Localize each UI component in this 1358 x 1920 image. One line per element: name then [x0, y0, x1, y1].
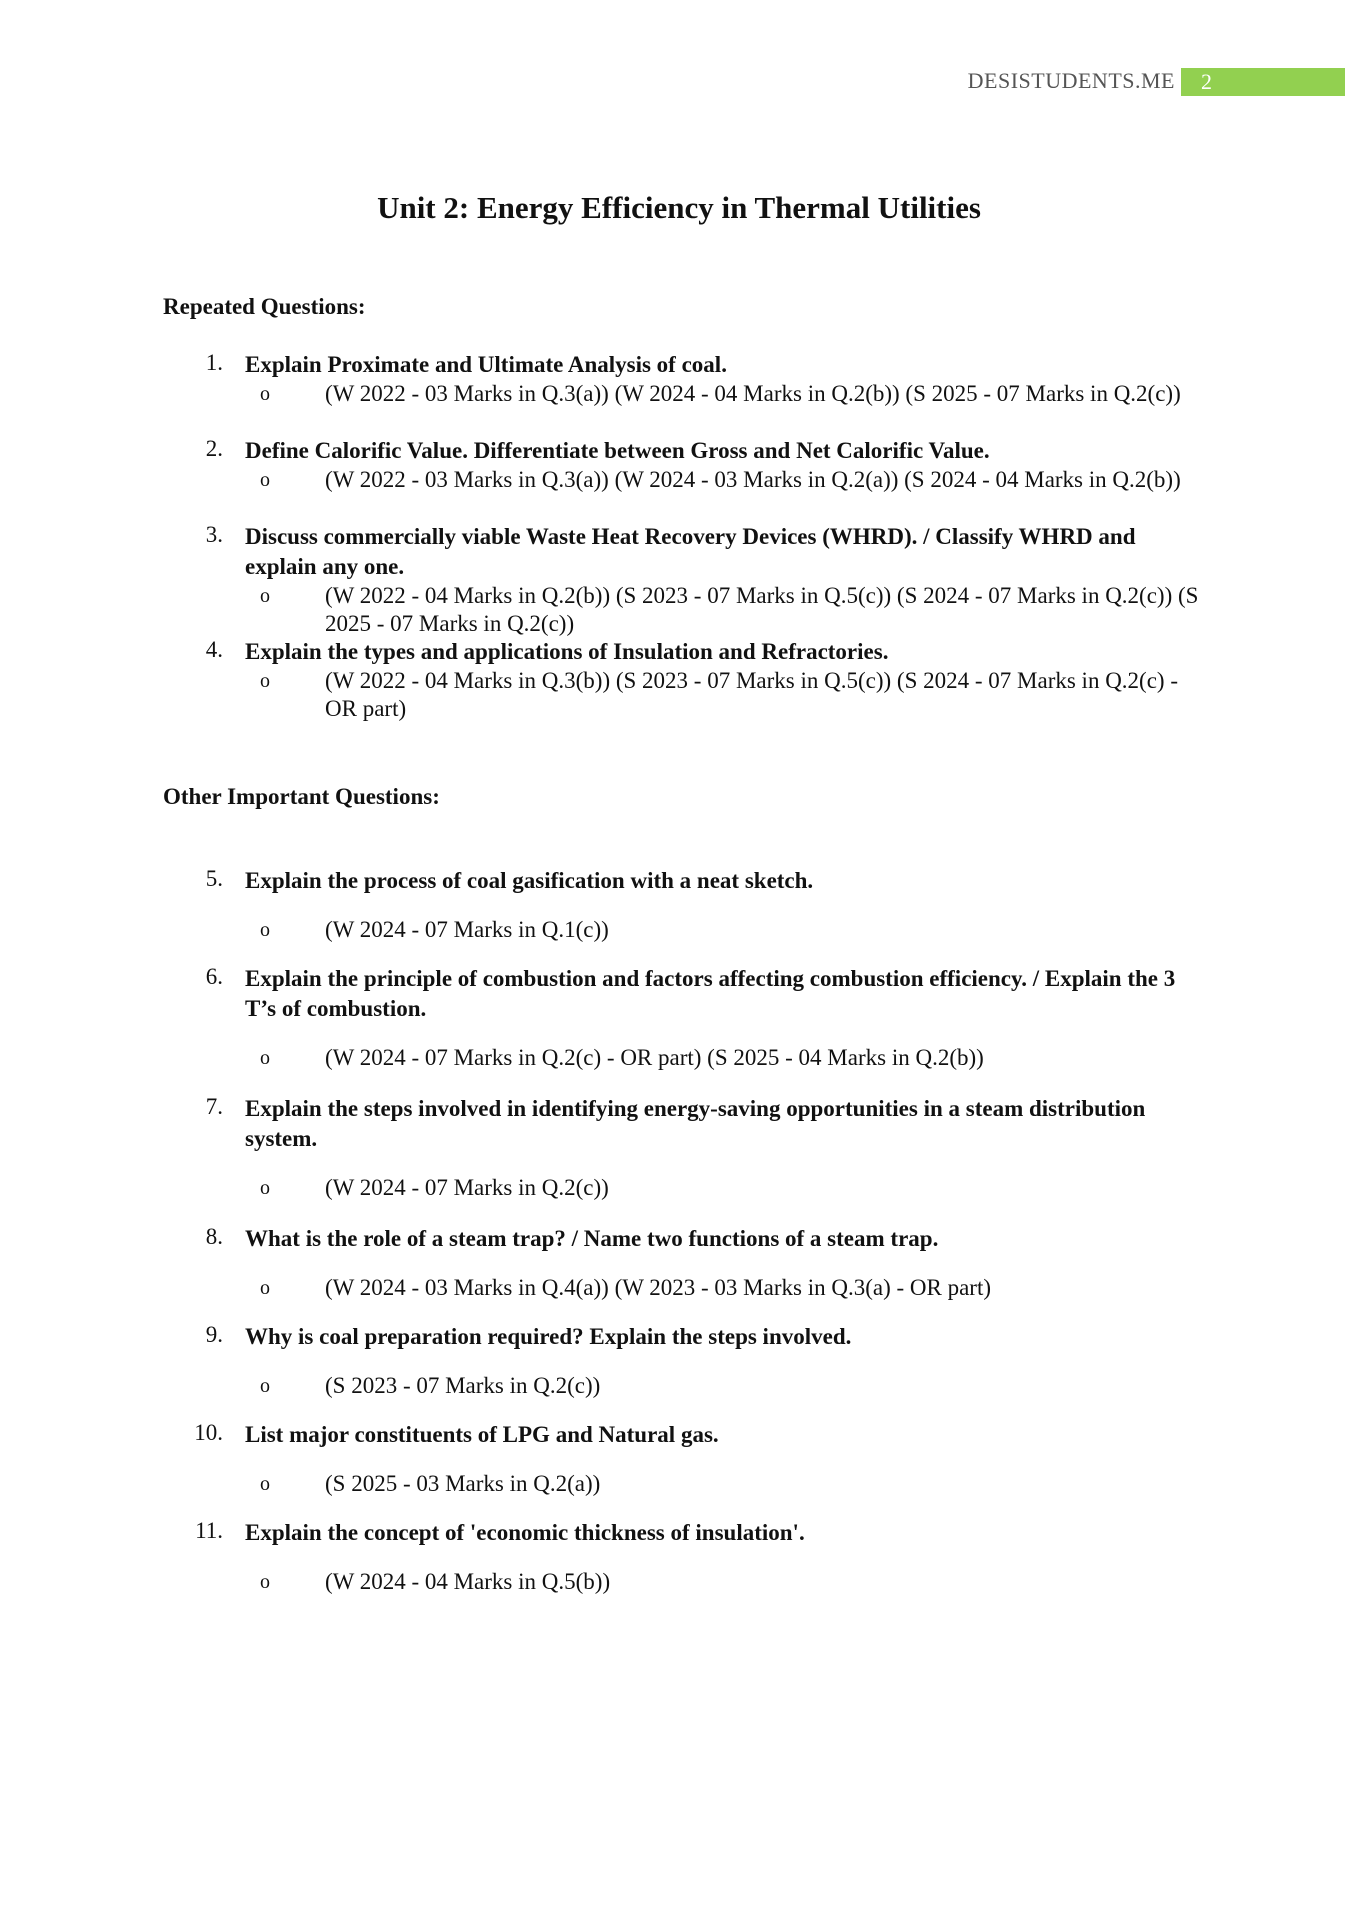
question-text: What is the role of a steam trap? / Name two functions of a steam trap.	[245, 1226, 939, 1251]
question-text: Define Calorific Value. Differentiate between Gross and Net Calorific Value.	[245, 438, 990, 463]
marks-text: (W 2022 - 03 Marks in Q.3(a)) (W 2024 - 03 Marks in Q.2(a)) (S 2024 - 04 Marks in Q.2(b))	[325, 467, 1181, 492]
question-text: Explain the principle of combustion and factors affecting combustion efficiency. / Explain the 3 T’s of combustion.	[245, 966, 1176, 1021]
question-number: 9.	[205, 1322, 223, 1347]
question-number: 10.	[194, 1420, 223, 1445]
bullet-icon: o	[260, 1277, 270, 1299]
question-text: Explain Proximate and Ultimate Analysis of coal.	[245, 352, 727, 377]
marks-text: (S 2023 - 07 Marks in Q.2(c))	[325, 1373, 601, 1398]
question-number: 2.	[205, 436, 223, 461]
bullet-icon: o	[260, 469, 270, 491]
bullet-icon: o	[260, 1571, 270, 1593]
question-number: 6.	[205, 964, 223, 989]
marks-text: (W 2024 - 07 Marks in Q.2(c) - OR part) (S 2025 - 04 Marks in Q.2(b))	[325, 1045, 984, 1070]
question-number: 1.	[205, 350, 223, 375]
bullet-icon: o	[260, 670, 270, 692]
list-item	[163, 1322, 1203, 1400]
bullet-icon: o	[260, 919, 270, 941]
marks-entry	[245, 1372, 1203, 1400]
marks-entry	[245, 1470, 1203, 1498]
list-item	[163, 866, 1203, 944]
question-number: 8.	[205, 1224, 223, 1249]
marks-entry	[245, 916, 1203, 944]
bullet-icon: o	[260, 1375, 270, 1397]
bullet-icon: o	[260, 1047, 270, 1069]
repeated-questions-heading: Repeated Questions:	[163, 294, 366, 319]
bullet-icon: o	[260, 1177, 270, 1199]
bullet-icon: o	[260, 1473, 270, 1495]
marks-text: (W 2022 - 04 Marks in Q.3(b)) (S 2023 - 07 Marks in Q.5(c)) (S 2024 - 07 Marks in Q.2(c) - OR part)	[325, 668, 1178, 721]
marks-text: (W 2024 - 07 Marks in Q.1(c))	[325, 917, 609, 942]
marks-text: (S 2025 - 03 Marks in Q.2(a))	[325, 1471, 601, 1496]
list-item	[163, 522, 1203, 638]
marks-text: (W 2022 - 04 Marks in Q.2(b)) (S 2023 - 07 Marks in Q.5(c)) (S 2024 - 07 Marks in Q.2(c)) (S 2025 - 07 Marks in Q.2(c))	[325, 583, 1199, 636]
list-item	[163, 1094, 1203, 1202]
question-text: Explain the steps involved in identifying energy-saving opportunities in a steam distribution system.	[245, 1096, 1146, 1151]
marks-entry	[245, 466, 1203, 494]
marks-text: (W 2022 - 03 Marks in Q.3(a)) (W 2024 - 04 Marks in Q.2(b)) (S 2025 - 07 Marks in Q.2(c))	[325, 381, 1181, 406]
question-text: List major constituents of LPG and Natural gas.	[245, 1422, 719, 1447]
header-brand: DESISTUDENTS.ME	[967, 68, 1175, 93]
marks-entry	[245, 667, 1203, 723]
question-text: Explain the types and applications of Insulation and Refractories.	[245, 639, 889, 664]
question-number: 5.	[205, 866, 223, 891]
question-number: 3.	[205, 522, 223, 547]
marks-entry	[245, 1274, 1203, 1302]
bullet-icon: o	[260, 383, 270, 405]
marks-text: (W 2024 - 03 Marks in Q.4(a)) (W 2023 - 03 Marks in Q.3(a) - OR part)	[325, 1275, 992, 1300]
other-questions-heading: Other Important Questions:	[163, 784, 440, 809]
question-number: 11.	[195, 1518, 223, 1543]
bullet-icon: o	[260, 585, 270, 607]
question-text: Explain the concept of 'economic thickness of insulation'.	[245, 1520, 805, 1545]
marks-entry	[245, 1174, 1203, 1202]
marks-entry	[245, 1044, 1203, 1072]
header-page-number: 2	[1181, 68, 1345, 96]
marks-entry	[245, 1568, 1203, 1596]
list-item	[163, 1420, 1203, 1498]
marks-text: (W 2024 - 04 Marks in Q.5(b))	[325, 1569, 611, 1594]
marks-entry	[245, 582, 1203, 638]
list-item	[163, 1518, 1203, 1596]
list-item	[163, 350, 1203, 408]
page-title: Unit 2: Energy Efficiency in Thermal Utilities	[377, 190, 981, 225]
list-item	[163, 436, 1203, 494]
list-item	[163, 1224, 1203, 1302]
question-number: 7.	[205, 1094, 223, 1119]
list-item	[163, 964, 1203, 1072]
question-text: Discuss commercially viable Waste Heat Recovery Devices (WHRD). / Classify WHRD and explain any one.	[245, 524, 1136, 579]
marks-text: (W 2024 - 07 Marks in Q.2(c))	[325, 1175, 609, 1200]
question-text: Why is coal preparation required? Explain the steps involved.	[245, 1324, 852, 1349]
marks-entry	[245, 380, 1203, 408]
list-item	[163, 637, 1203, 723]
question-text: Explain the process of coal gasification with a neat sketch.	[245, 868, 814, 893]
question-number: 4.	[205, 637, 223, 662]
